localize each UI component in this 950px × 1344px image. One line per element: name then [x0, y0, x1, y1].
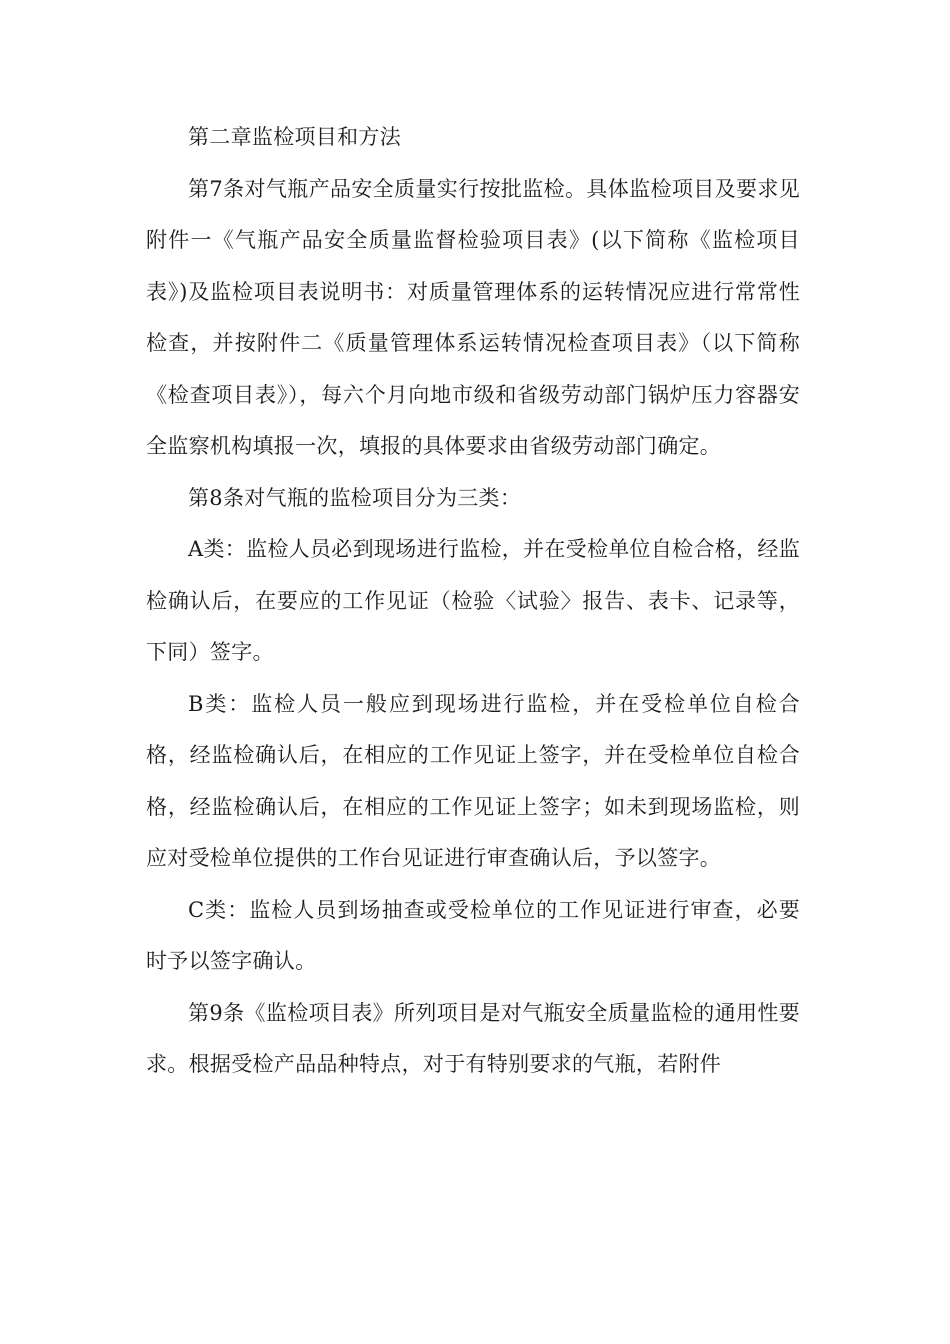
category-a-paragraph: A类：监检人员必到现场进行监检，并在受检单位自检合格，经监检确认后，在要应的工作见证（检验〈试验〉报告、表卡、记录等，下同）签字。: [146, 537, 800, 664]
article-9-paragraph: 第9条《监检项目表》所列项目是对气瓶安全质量监检的通用性要求。根据受检产品品种特点，对于有特别要求的气瓶，若附件: [146, 1000, 800, 1076]
category-b-paragraph: B类：监检人员一般应到现场进行监检，并在受检单位自检合格，经监检确认后，在相应的工作见证上签字，并在受检单位自检合格，经监检确认后，在相应的工作见证上签字；如未到现场监检，则应对受检单位提供的工作台见证进行审查确认后，予以签字。: [146, 691, 800, 870]
article-7-paragraph: 第7条对气瓶产品安全质量实行按批监检。具体监检项目及要求见附件一《气瓶产品安全质量监督检验项目表》(以下简称《监检项目表》)及监检项目表说明书：对质量管理体系的运转情况应进行常常性检查，并按附件二《质量管理体系运转情况检查项目表》（以下简称《检查项目表》），每六个月向地市级和省级劳动部门锅炉压力容器安全监察机构填报一次，填报的具体要求由省级劳动部门确定。: [146, 176, 800, 458]
article-8-paragraph: 第8条对气瓶的监检项目分为三类：: [188, 485, 522, 510]
category-c-paragraph: C类：监检人员到场抽查或受检单位的工作见证进行审查，必要时予以签字确认。: [146, 897, 800, 973]
chapter-heading: 第二章监检项目和方法: [188, 125, 401, 149]
